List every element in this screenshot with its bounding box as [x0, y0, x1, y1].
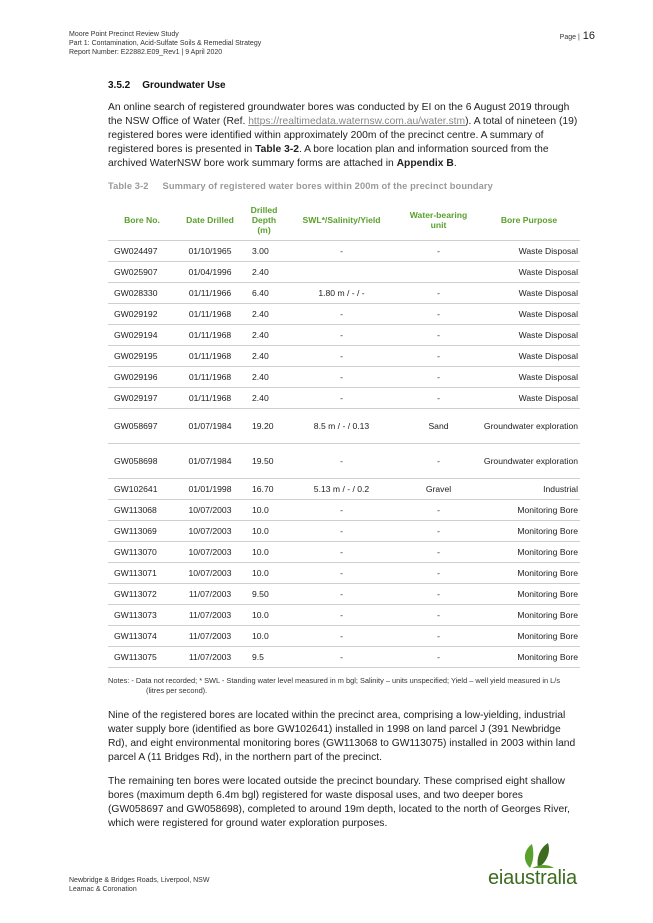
- date-drilled-cell: 01/01/1998: [176, 479, 244, 500]
- water-unit-cell: -: [399, 647, 478, 668]
- header-bore-purpose: Bore Purpose: [478, 199, 580, 241]
- date-drilled-cell: 01/07/1984: [176, 444, 244, 479]
- bore-no-cell: GW113068: [108, 500, 176, 521]
- swl-cell: -: [284, 563, 399, 584]
- water-unit-cell: -: [399, 563, 478, 584]
- bore-no-cell: GW102641: [108, 479, 176, 500]
- date-drilled-cell: 11/07/2003: [176, 626, 244, 647]
- table-row: [108, 444, 580, 479]
- swl-cell: -: [284, 346, 399, 367]
- purpose-cell: Waste Disposal: [478, 304, 580, 325]
- date-drilled-cell: 11/07/2003: [176, 647, 244, 668]
- swl-cell: -: [284, 367, 399, 388]
- depth-cell: 9.5: [244, 647, 284, 668]
- leaf-logo-icon: [518, 842, 558, 870]
- purpose-cell: Waste Disposal: [478, 262, 580, 283]
- header-water-bearing-unit: Water-bearing unit: [399, 199, 478, 241]
- date-drilled-cell: 01/11/1968: [176, 388, 244, 409]
- purpose-cell: Waste Disposal: [478, 241, 580, 262]
- swl-cell: -: [284, 241, 399, 262]
- water-unit-cell: -: [399, 241, 478, 262]
- water-unit-cell: -: [399, 521, 478, 542]
- bore-no-cell: GW029196: [108, 367, 176, 388]
- table-row: [108, 500, 580, 521]
- depth-cell: 2.40: [244, 346, 284, 367]
- appendix-reference: Appendix B: [396, 158, 454, 169]
- table-caption-text: Summary of registered water bores within 200m of the precinct boundary: [162, 181, 493, 191]
- depth-cell: 2.40: [244, 388, 284, 409]
- document-header: [69, 30, 261, 57]
- date-drilled-cell: 01/11/1968: [176, 325, 244, 346]
- para1-text-2: ). A total of nineteen (19) registered bores were identified within approximately 200m of the precinct centre. A summary of registered bores is presented in: [108, 116, 578, 155]
- purpose-cell: Groundwater exploration: [478, 409, 580, 444]
- depth-cell: 9.50: [244, 584, 284, 605]
- swl-cell: -: [284, 500, 399, 521]
- water-unit-cell: -: [399, 584, 478, 605]
- header-report-number: Report Number: E22882.E09_Rev1 | 9 April 2020: [69, 49, 223, 56]
- para1-text-3: . A bore location plan and information sourced from the archived WaterNSW bore work summary forms are attached in: [108, 144, 549, 169]
- main-content: [108, 80, 580, 841]
- bores-outside-precinct-paragraph: The remaining ten bores were located outside the precinct boundary. These comprised eight shallow bores (maximum depth 6.4m bgl) registered for waste disposal uses, and two deeper bores (GW058697 and GW058698), completed to around 19m depth, located to the north of Georges River, which were registered for ground water exploration purposes.: [108, 776, 570, 829]
- bore-no-cell: GW113071: [108, 563, 176, 584]
- water-unit-cell: -: [399, 388, 478, 409]
- purpose-cell: Waste Disposal: [478, 388, 580, 409]
- table-row: [108, 346, 580, 367]
- swl-cell: 8.5 m / - / 0.13: [284, 409, 399, 444]
- date-drilled-cell: 11/07/2003: [176, 605, 244, 626]
- header-bore-no: Bore No.: [108, 199, 176, 241]
- header-swl: SWL*/Salinity/Yield: [284, 199, 399, 241]
- water-unit-cell: -: [399, 304, 478, 325]
- depth-cell: 10.0: [244, 563, 284, 584]
- table-row: [108, 605, 580, 626]
- swl-cell: -: [284, 542, 399, 563]
- bore-no-cell: GW028330: [108, 283, 176, 304]
- bore-no-cell: GW058697: [108, 409, 176, 444]
- depth-cell: 10.0: [244, 542, 284, 563]
- purpose-cell: Monitoring Bore: [478, 605, 580, 626]
- water-unit-cell: -: [399, 346, 478, 367]
- table-row: [108, 479, 580, 500]
- water-unit-cell: -: [399, 325, 478, 346]
- depth-cell: 19.20: [244, 409, 284, 444]
- section-heading: [108, 80, 580, 91]
- bore-no-cell: GW113070: [108, 542, 176, 563]
- bore-no-cell: GW029194: [108, 325, 176, 346]
- table-row: [108, 521, 580, 542]
- purpose-cell: Monitoring Bore: [478, 542, 580, 563]
- swl-cell: -: [284, 444, 399, 479]
- water-unit-cell: -: [399, 500, 478, 521]
- bores-within-precinct-paragraph: Nine of the registered bores are located within the precinct area, comprising a low-yielding, industrial water supply bore (identified as bore GW102641) installed in 1998 on land parcel J (391 Newbridge Rd), and eight environmental monitoring bores (GW113068 to GW113075) installed in 2003 within land parcel A (11 Bridges Rd), in the northern part of the precinct.: [108, 710, 576, 763]
- date-drilled-cell: 01/07/1984: [176, 409, 244, 444]
- date-drilled-cell: 01/11/1966: [176, 283, 244, 304]
- table-row: [108, 304, 580, 325]
- water-unit-cell: -: [399, 626, 478, 647]
- header-study-title: Moore Point Precinct Review Study: [69, 31, 179, 38]
- table-row: [108, 626, 580, 647]
- water-unit-cell: -: [399, 444, 478, 479]
- bore-no-cell: GW113069: [108, 521, 176, 542]
- table-caption-label: Table 3-2: [108, 181, 149, 191]
- purpose-cell: Monitoring Bore: [478, 500, 580, 521]
- table-row: [108, 584, 580, 605]
- water-unit-cell: [399, 262, 478, 283]
- purpose-cell: Waste Disposal: [478, 325, 580, 346]
- swl-cell: [284, 262, 399, 283]
- table-row: [108, 367, 580, 388]
- table-row: [108, 388, 580, 409]
- purpose-cell: Monitoring Bore: [478, 647, 580, 668]
- depth-cell: 10.0: [244, 521, 284, 542]
- purpose-cell: Monitoring Bore: [478, 626, 580, 647]
- purpose-cell: Waste Disposal: [478, 283, 580, 304]
- footer-client: Leamac & Coronation: [69, 886, 137, 893]
- purpose-cell: Industrial: [478, 479, 580, 500]
- bore-no-cell: GW024497: [108, 241, 176, 262]
- purpose-cell: Groundwater exploration: [478, 444, 580, 479]
- bore-no-cell: GW113074: [108, 626, 176, 647]
- logo-wordmark: eiaustralia: [488, 867, 577, 889]
- purpose-cell: Monitoring Bore: [478, 521, 580, 542]
- bore-no-cell: GW113075: [108, 647, 176, 668]
- table-row: [108, 283, 580, 304]
- table-row: [108, 325, 580, 346]
- section-number: 3.5.2: [108, 80, 131, 91]
- date-drilled-cell: 10/07/2003: [176, 521, 244, 542]
- table-row: [108, 241, 580, 262]
- depth-cell: 2.40: [244, 304, 284, 325]
- table-caption: [108, 181, 580, 191]
- depth-cell: 2.40: [244, 325, 284, 346]
- water-unit-cell: Sand: [399, 409, 478, 444]
- bore-no-cell: GW113073: [108, 605, 176, 626]
- depth-cell: 10.0: [244, 500, 284, 521]
- intro-paragraph: [108, 101, 580, 171]
- bore-no-cell: GW058698: [108, 444, 176, 479]
- waternsw-link[interactable]: https://realtimedata.waternsw.com.au/water.stm: [248, 116, 466, 127]
- eiaustralia-logo: [488, 842, 598, 894]
- water-unit-cell: -: [399, 283, 478, 304]
- bore-no-cell: GW029192: [108, 304, 176, 325]
- page-label: Page |: [559, 34, 580, 41]
- header-part-title: Part 1: Contamination, Acid-Sulfate Soils & Remedial Strategy: [69, 40, 262, 47]
- table-row: [108, 647, 580, 668]
- date-drilled-cell: 10/07/2003: [176, 542, 244, 563]
- depth-cell: 2.40: [244, 262, 284, 283]
- date-drilled-cell: 01/10/1965: [176, 241, 244, 262]
- date-drilled-cell: 01/11/1968: [176, 346, 244, 367]
- swl-cell: 1.80 m / - / -: [284, 283, 399, 304]
- swl-cell: -: [284, 584, 399, 605]
- para1-text-4: .: [453, 158, 457, 169]
- date-drilled-cell: 01/04/1996: [176, 262, 244, 283]
- bore-no-cell: GW025907: [108, 262, 176, 283]
- depth-cell: 10.0: [244, 605, 284, 626]
- water-unit-cell: -: [399, 542, 478, 563]
- header-date-drilled: Date Drilled: [176, 199, 244, 241]
- date-drilled-cell: 10/07/2003: [176, 500, 244, 521]
- bore-no-cell: GW029197: [108, 388, 176, 409]
- purpose-cell: Monitoring Bore: [478, 584, 580, 605]
- swl-cell: 5.13 m / - / 0.2: [284, 479, 399, 500]
- date-drilled-cell: 01/11/1968: [176, 304, 244, 325]
- swl-cell: -: [284, 605, 399, 626]
- depth-cell: 19.50: [244, 444, 284, 479]
- date-drilled-cell: 01/11/1968: [176, 367, 244, 388]
- purpose-cell: Waste Disposal: [478, 346, 580, 367]
- table-reference: Table 3-2: [255, 144, 299, 155]
- page-number: [560, 30, 595, 42]
- swl-cell: -: [284, 521, 399, 542]
- water-unit-cell: -: [399, 605, 478, 626]
- depth-cell: 2.40: [244, 367, 284, 388]
- document-footer: [69, 876, 209, 894]
- bore-no-cell: GW113072: [108, 584, 176, 605]
- table-row: [108, 542, 580, 563]
- depth-cell: 6.40: [244, 283, 284, 304]
- table-row: [108, 563, 580, 584]
- bore-no-cell: GW029195: [108, 346, 176, 367]
- header-drilled-depth: Drilled Depth (m): [244, 199, 284, 241]
- depth-cell: 3.00: [244, 241, 284, 262]
- depth-cell: 10.0: [244, 626, 284, 647]
- purpose-cell: Monitoring Bore: [478, 563, 580, 584]
- depth-cell: 16.70: [244, 479, 284, 500]
- table-row: [108, 409, 580, 444]
- swl-cell: -: [284, 626, 399, 647]
- table-body: [108, 241, 580, 668]
- page-number-value: 16: [582, 30, 595, 42]
- table-header-row: [108, 199, 580, 241]
- table-row: [108, 262, 580, 283]
- section-title: Groundwater Use: [142, 80, 226, 91]
- water-unit-cell: Gravel: [399, 479, 478, 500]
- swl-cell: -: [284, 647, 399, 668]
- swl-cell: -: [284, 304, 399, 325]
- bores-table: [108, 199, 580, 668]
- swl-cell: -: [284, 388, 399, 409]
- water-unit-cell: -: [399, 367, 478, 388]
- table-notes: Notes: - Data not recorded; * SWL - Standing water level measured in m bgl; Salinity – units unspecified; Yield – well yield measured in L/s (litres per second).: [108, 676, 561, 695]
- date-drilled-cell: 11/07/2003: [176, 584, 244, 605]
- swl-cell: -: [284, 325, 399, 346]
- date-drilled-cell: 10/07/2003: [176, 563, 244, 584]
- footer-address: Newbridge & Bridges Roads, Liverpool, NSW: [69, 877, 210, 884]
- purpose-cell: Waste Disposal: [478, 367, 580, 388]
- para1-text-1: An online search of registered groundwater bores was conducted by EI on the 6 August 2019 through the NSW Office of Water (Ref.: [108, 102, 570, 127]
